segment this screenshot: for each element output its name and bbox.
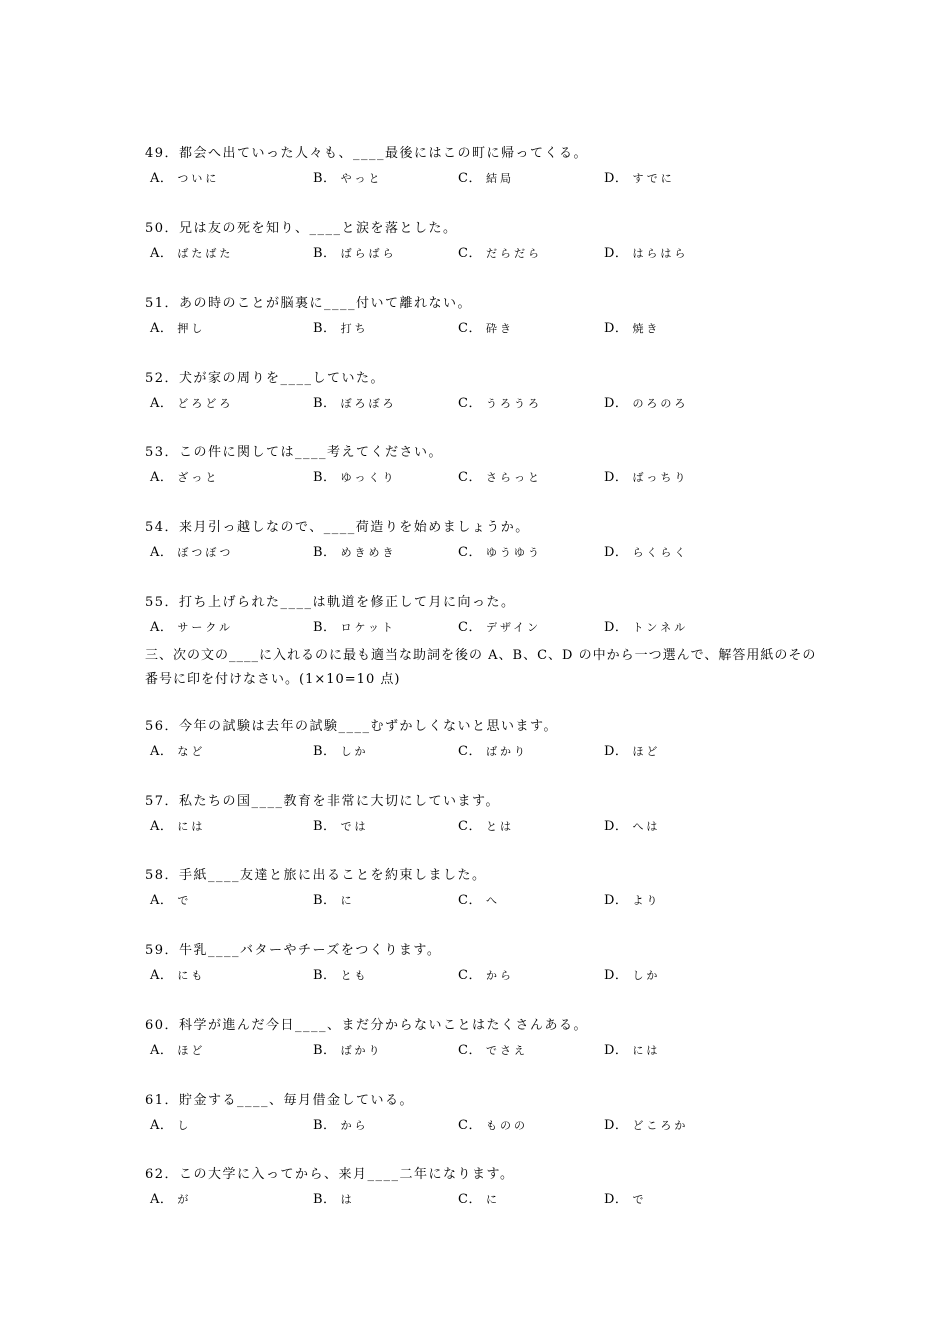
question-57 (145, 792, 825, 837)
option-b: B． ゆっくり (313, 470, 397, 485)
option-c: C． ものの (458, 1118, 528, 1133)
option-d: D． どころか (604, 1118, 689, 1133)
option-d: D． トンネル (604, 620, 689, 635)
option-b: B． は (313, 1192, 355, 1207)
option-b: B． とも (313, 968, 369, 983)
option-a: A． ざっと (150, 470, 220, 485)
question-53 (145, 443, 825, 488)
question-stem: 50．兄は友の死を知り、____と涙を落とした。 (145, 221, 458, 236)
question-stem: 59．牛乳____バターやチーズをつくります。 (145, 943, 442, 958)
option-c: C． とは (458, 819, 514, 834)
question-59 (145, 941, 825, 986)
option-a: A． が (150, 1192, 192, 1207)
question-61 (145, 1091, 825, 1136)
question-stem: 56．今年の試験は去年の試験____むずかしくないと思います。 (145, 719, 559, 734)
option-a: A． どろどろ (150, 396, 234, 411)
option-row (145, 244, 825, 264)
option-a: A． ばたばた (150, 246, 234, 261)
option-row (145, 1190, 825, 1210)
option-d: D． ばっちり (604, 470, 689, 485)
question-56 (145, 717, 825, 762)
option-row (145, 1041, 825, 1061)
option-a: A． 押し (150, 321, 206, 336)
option-c: C． デザイン (458, 620, 542, 635)
question-stem: 49．都会へ出ていった人々も、____最後にはこの町に帰ってくる。 (145, 146, 589, 161)
option-d: D． ほど (604, 744, 661, 759)
option-a: A． ついに (150, 171, 220, 186)
option-d: D． へは (604, 819, 661, 834)
option-a: A． には (150, 819, 206, 834)
option-d: D． はらはら (604, 246, 689, 261)
question-stem: 60．科学が進んだ今日____、まだ分からないことはたくさんある。 (145, 1018, 589, 1033)
option-b: B． しか (313, 744, 369, 759)
section-heading: 三、次の文の____に入れるのに最も適当な助詞を後の A、B、C、D の中から一つ選んで、解答用紙のその番号に印を付けなさい。(1×10=10 点) (145, 648, 817, 687)
option-row (145, 817, 825, 837)
option-b: B． 打ち (313, 321, 369, 336)
question-50 (145, 219, 825, 264)
question-stem: 58．手紙____友達と旅に出ることを約束しました。 (145, 868, 487, 883)
question-stem: 52．犬が家の周りを____していた。 (145, 371, 386, 386)
option-b: B． やっと (313, 171, 383, 186)
option-row (145, 1116, 825, 1136)
option-row (145, 543, 825, 563)
option-d: D． より (604, 893, 661, 908)
option-d: D． 焼き (604, 321, 661, 336)
question-60 (145, 1016, 825, 1061)
option-b: B． ぼろぼろ (313, 396, 397, 411)
question-stem: 54．来月引っ越しなので、____荷造りを始めましょうか。 (145, 520, 530, 535)
option-c: C． でさえ (458, 1043, 528, 1058)
option-row (145, 891, 825, 911)
option-a: A． にも (150, 968, 206, 983)
option-b: B． に (313, 893, 355, 908)
option-c: C． ばかり (458, 744, 528, 759)
option-row (145, 468, 825, 488)
question-stem: 61．貯金する____、毎月借金している。 (145, 1093, 415, 1108)
option-c: C． 砕き (458, 321, 514, 336)
question-51 (145, 294, 825, 339)
option-c: C． に (458, 1192, 500, 1207)
option-d: D． しか (604, 968, 661, 983)
question-58 (145, 866, 825, 911)
question-49 (145, 144, 825, 189)
option-d: D． で (604, 1192, 647, 1207)
option-b: B． では (313, 819, 369, 834)
option-row (145, 394, 825, 414)
option-c: C． へ (458, 893, 500, 908)
question-stem: 55．打ち上げられた____は軌道を修正して月に向った。 (145, 595, 516, 610)
option-c: C． から (458, 968, 514, 983)
question-54 (145, 518, 825, 563)
option-row (145, 966, 825, 986)
option-a: A． など (150, 744, 206, 759)
option-a: A． サークル (150, 620, 234, 635)
question-stem: 51．あの時のことが脳裏に____付いて離れない。 (145, 296, 473, 311)
option-row (145, 319, 825, 339)
option-b: B． ばらばら (313, 246, 397, 261)
option-a: A． で (150, 893, 192, 908)
option-a: A． ぼつぼつ (150, 545, 234, 560)
option-d: D． には (604, 1043, 661, 1058)
question-stem: 57．私たちの国____教育を非常に大切にしています。 (145, 794, 501, 809)
option-c: C． ゆうゆう (458, 545, 542, 560)
question-55 (145, 593, 825, 638)
option-d: D． らくらく (604, 545, 689, 560)
option-a: A． ほど (150, 1043, 206, 1058)
option-row (145, 169, 825, 189)
option-row (145, 742, 825, 762)
option-c: C． うろうろ (458, 396, 542, 411)
option-c: C． さらっと (458, 470, 542, 485)
question-stem: 62．この大学に入ってから、来月____二年になります。 (145, 1167, 515, 1182)
option-b: B． から (313, 1118, 369, 1133)
option-a: A． し (150, 1118, 192, 1133)
option-c: C． だらだら (458, 246, 542, 261)
option-b: B． ロケット (313, 620, 397, 635)
option-b: B． ばかり (313, 1043, 383, 1058)
option-b: B． めきめき (313, 545, 397, 560)
option-d: D． のろのろ (604, 396, 689, 411)
question-62 (145, 1165, 825, 1210)
question-52 (145, 369, 825, 414)
option-c: C． 結局 (458, 171, 514, 186)
option-row (145, 618, 825, 638)
question-stem: 53．この件に関しては____考えてください。 (145, 445, 444, 460)
option-d: D． すでに (604, 171, 675, 186)
